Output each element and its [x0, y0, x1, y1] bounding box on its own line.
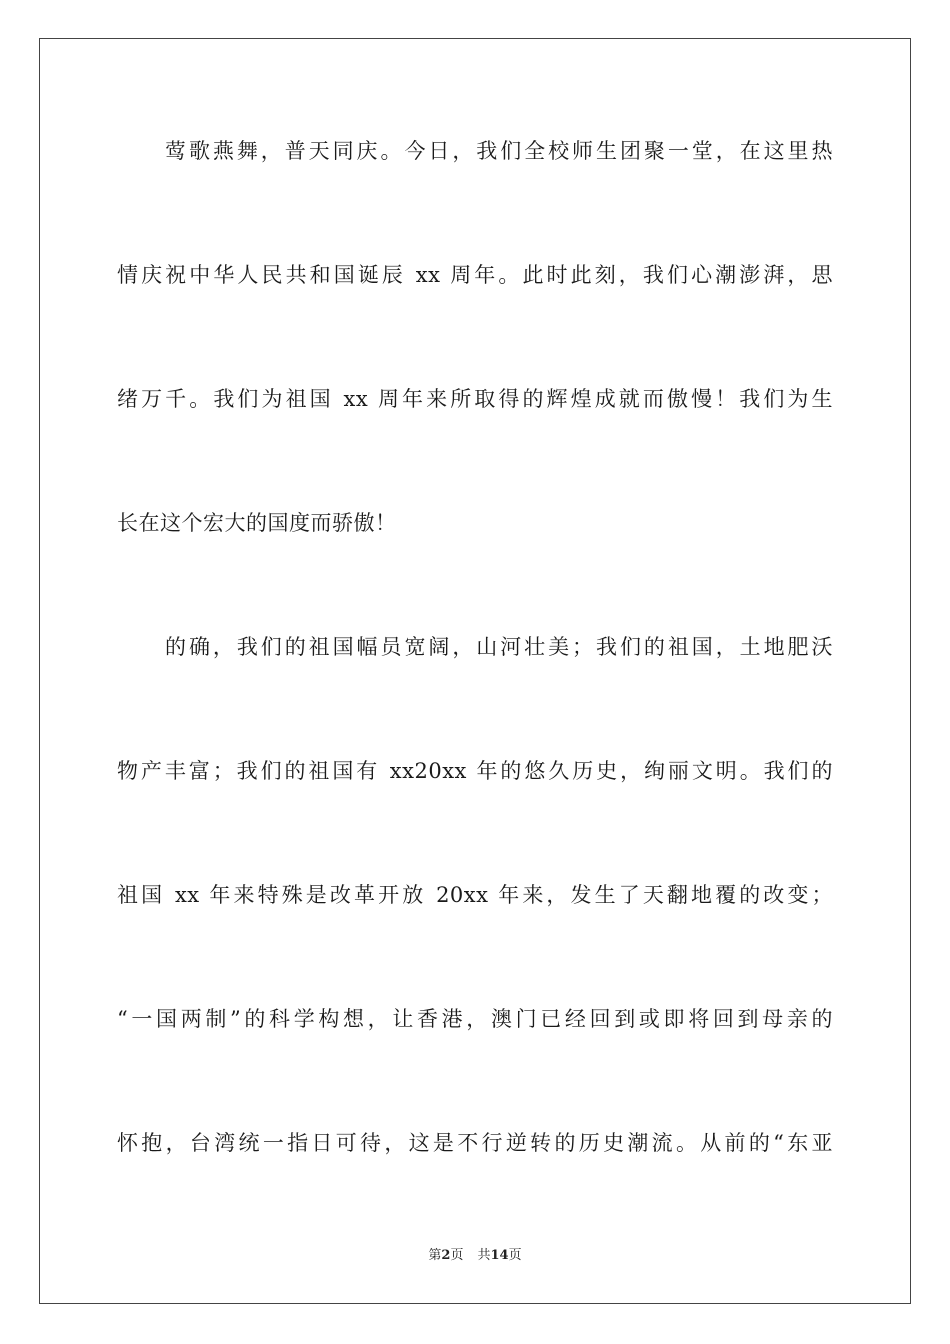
paragraph-2-line-3: 祖国 xx 年来特殊是改革开放 20xx 年来，发生了天翻地覆的改变； [117, 883, 833, 907]
page-number: 2 [441, 1248, 451, 1263]
total-prefix: 共 [477, 1248, 491, 1263]
paragraph-1-line-1: 莺歌燕舞，普天同庆。今日，我们全校师生团聚一堂，在这里热 [165, 139, 833, 163]
page-border [39, 38, 911, 1304]
paragraph-1-line-2: 情庆祝中华人民共和国诞辰 xx 周年。此时此刻，我们心潮澎湃，思 [117, 263, 833, 287]
paragraph-1-line-4: 长在这个宏大的国度而骄傲！ [117, 511, 397, 535]
paragraph-2-line-1: 的确，我们的祖国幅员宽阔，山河壮美；我们的祖国，土地肥沃 [165, 635, 833, 659]
total-pages: 14 [490, 1248, 509, 1263]
paragraph-2-line-5: 怀抱，台湾统一指日可待，这是不行逆转的历史潮流。从前的“东亚 [117, 1131, 833, 1155]
page-footer [0, 1247, 950, 1265]
page-suffix: 页 [450, 1248, 464, 1263]
paragraph-1-line-3: 绪万千。我们为祖国 xx 周年来所取得的辉煌成就而傲慢！我们为生 [117, 387, 833, 411]
page-prefix: 第 [428, 1248, 442, 1263]
paragraph-2-line-4: “一国两制”的科学构想，让香港，澳门已经回到或即将回到母亲的 [117, 1007, 833, 1031]
paragraph-2-line-2: 物产丰富；我们的祖国有 xx20xx 年的悠久历史，绚丽文明。我们的 [117, 759, 833, 783]
total-suffix: 页 [508, 1248, 522, 1263]
